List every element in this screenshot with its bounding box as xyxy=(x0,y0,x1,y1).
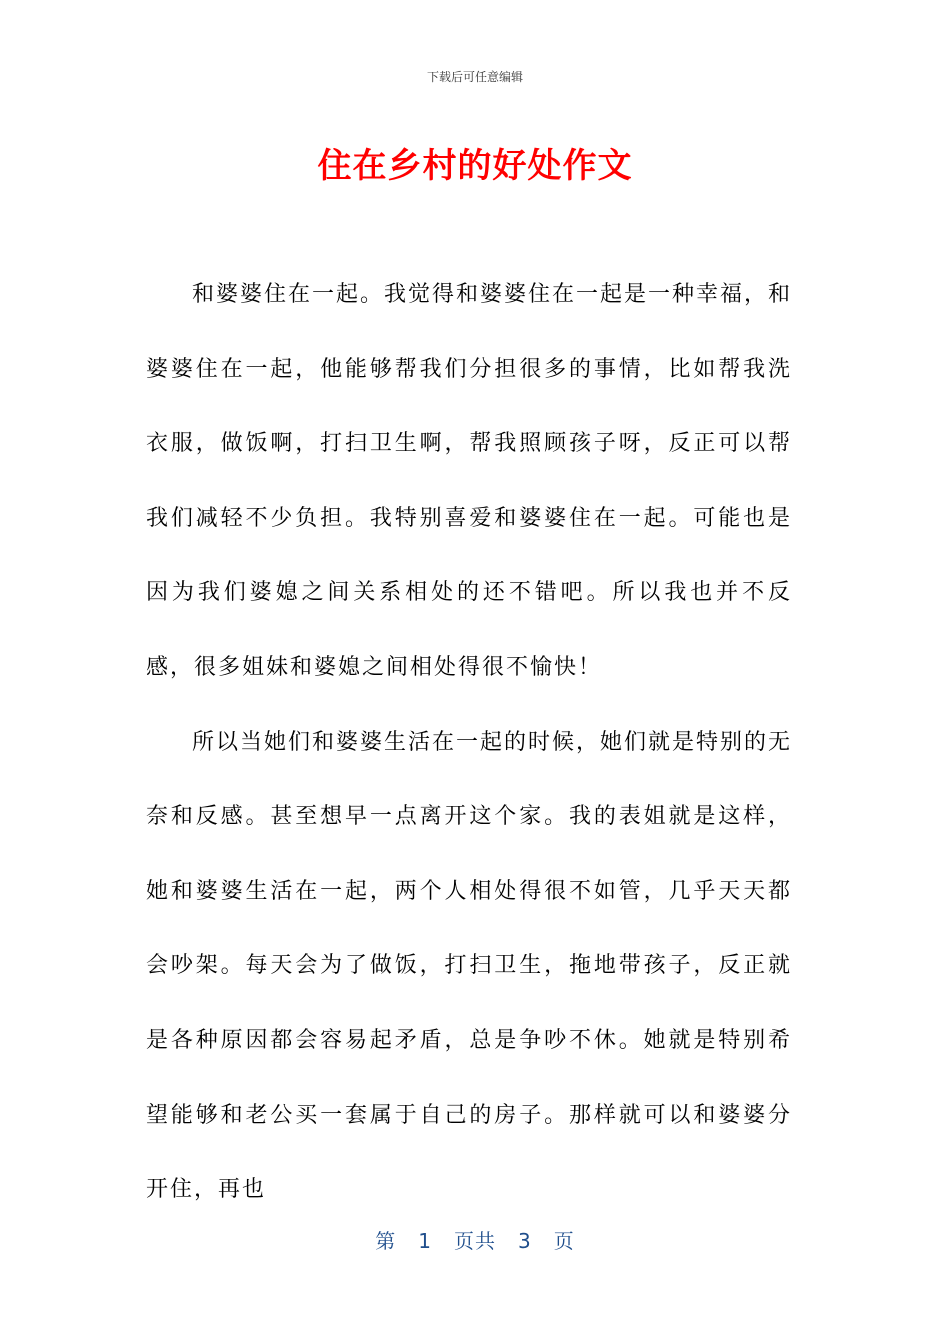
page-prefix: 第 xyxy=(375,1229,397,1253)
page-middle-text: 页共 xyxy=(454,1229,496,1253)
document-body xyxy=(146,258,792,1228)
paragraph-2: 所以当她们和婆婆生活在一起的时候，她们就是特别的无奈和反感。甚至想早一点离开这个家。我的表姐就是这样，她和婆婆生活在一起，两个人相处得很不如管，几乎天天都会吵架。每天会为了做饭，打扫卫生，拖地带孩子，反正就是各种原因都会容易起矛盾，总是争吵不休。她就是特别希望能够和老公买一套属于自己的房子。那样就可以和婆婆分开住，再也 xyxy=(146,729,793,1203)
paragraph-1: 和婆婆住在一起。我觉得和婆婆住在一起是一种幸福，和婆婆住在一起，他能够帮我们分担很多的事情，比如帮我洗衣服，做饭啊，打扫卫生啊，帮我照顾孩子呀，反正可以帮我们减轻不少负担。我特别喜爱和婆婆住在一起。可能也是因为我们婆媳之间关系相处的还不错吧。所以我也并不反感，很多姐妹和婆媳之间相处得很不愉快！ xyxy=(146,282,793,680)
header-note: 下载后可任意编辑 xyxy=(426,70,523,84)
document-title: 住在乡村的好处作文 xyxy=(317,146,633,186)
page-suffix: 页 xyxy=(553,1229,575,1253)
current-page-number: 1 xyxy=(418,1229,432,1253)
total-pages-number: 3 xyxy=(518,1229,532,1253)
page-number-footer xyxy=(0,1225,950,1254)
